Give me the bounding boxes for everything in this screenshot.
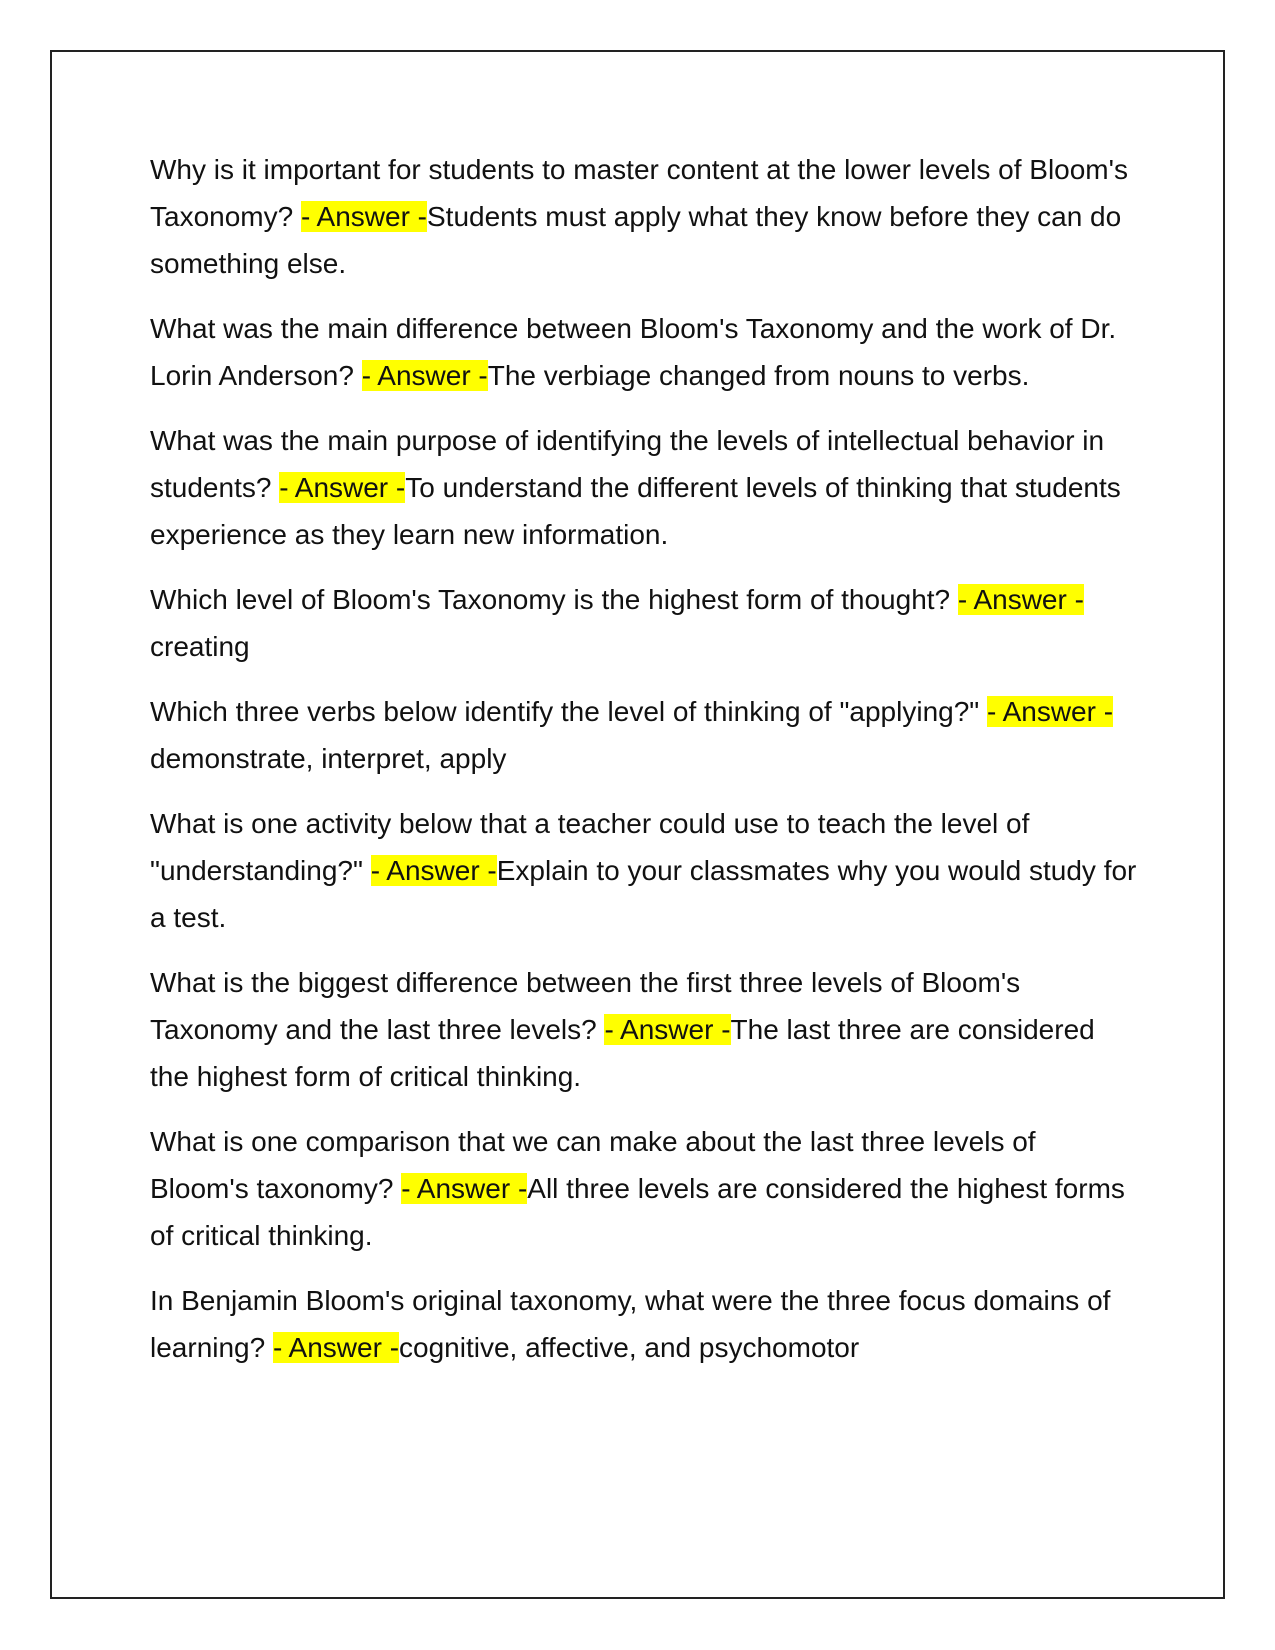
answer-marker: - Answer - bbox=[401, 1173, 528, 1204]
qa-list bbox=[150, 146, 1140, 1389]
question-text: Which level of Bloom's Taxonomy is the highest form of thought? bbox=[150, 584, 958, 615]
question-text: What is one comparison that we can make about the last three levels of Bloom's taxonomy? bbox=[150, 1126, 1036, 1204]
qa-item bbox=[150, 576, 1140, 670]
answer-marker: - Answer - bbox=[361, 360, 488, 391]
qa-item bbox=[150, 305, 1140, 399]
answer-text: The verbiage changed from nouns to verbs. bbox=[487, 360, 1030, 391]
answer-text: To understand the different levels of thinking that students experience as they learn new information. bbox=[150, 472, 1121, 550]
answer-text: cognitive, affective, and psychomotor bbox=[399, 1332, 860, 1363]
question-text: What is one activity below that a teacher could use to teach the level of "understanding?" bbox=[150, 808, 1030, 886]
answer-text: Explain to your classmates why you would study for a test. bbox=[150, 855, 1137, 933]
answer-text: creating bbox=[150, 631, 250, 662]
answer-marker: - Answer - bbox=[604, 1014, 731, 1045]
answer-text: Students must apply what they know before they can do something else. bbox=[150, 201, 1122, 279]
answer-text: All three levels are considered the highest forms of critical thinking. bbox=[150, 1173, 1125, 1251]
answer-text: demonstrate, interpret, apply bbox=[150, 743, 507, 774]
answer-marker: - Answer - bbox=[370, 855, 497, 886]
answer-marker: - Answer - bbox=[272, 1332, 400, 1363]
qa-item bbox=[150, 417, 1140, 558]
qa-item bbox=[150, 1118, 1140, 1259]
qa-item bbox=[150, 959, 1140, 1100]
qa-item bbox=[150, 688, 1140, 782]
answer-marker: - Answer - bbox=[957, 584, 1084, 615]
question-text: In Benjamin Bloom's original taxonomy, what were the three focus domains of learning? bbox=[150, 1285, 1111, 1363]
question-text: What was the main purpose of identifying the levels of intellectual behavior in students? bbox=[150, 425, 1105, 503]
question-text: Which three verbs below identify the level of thinking of "applying?" bbox=[150, 696, 988, 727]
question-text: What is the biggest difference between the first three levels of Bloom's Taxonomy and the last three levels? bbox=[150, 967, 1021, 1045]
answer-marker: - Answer - bbox=[300, 201, 427, 232]
qa-item bbox=[150, 1277, 1140, 1371]
qa-item bbox=[150, 146, 1140, 287]
question-text: What was the main difference between Bloom's Taxonomy and the work of Dr. Lorin Anderson? bbox=[150, 313, 1117, 391]
answer-text: The last three are considered the highest form of critical thinking. bbox=[150, 1014, 1095, 1092]
answer-marker: - Answer - bbox=[987, 696, 1114, 727]
question-text: Why is it important for students to master content at the lower levels of Bloom's Taxonomy? bbox=[150, 154, 1128, 232]
answer-marker: - Answer - bbox=[279, 472, 406, 503]
qa-item bbox=[150, 800, 1140, 941]
